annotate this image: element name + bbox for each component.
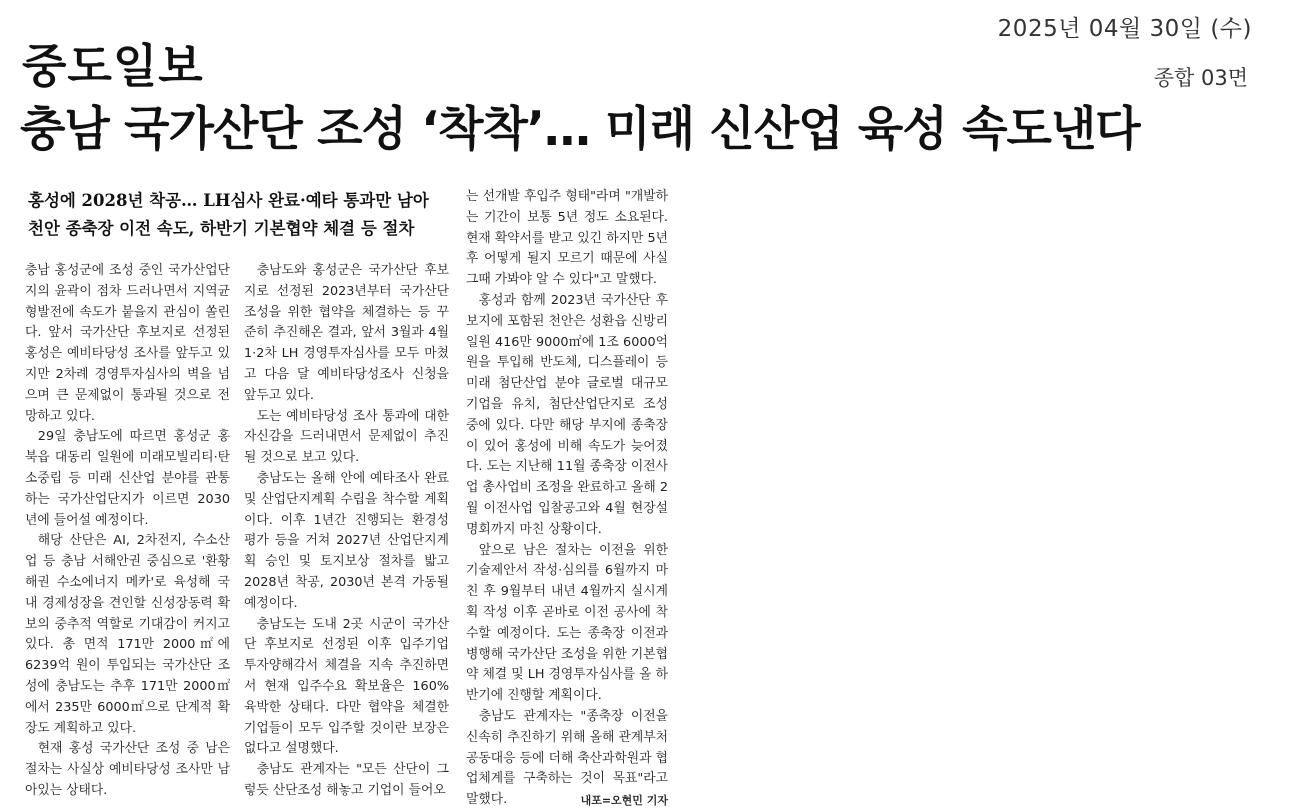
- paragraph: 충남도는 도내 2곳 시군이 국가산단 후보지로 선정된 이후 입주기업 투자양해각서 체결을 지속 추진하면서 현재 입주수요 확보율은 160% 육박한 상태다. 다만 협약을 체결한 기업들이 모두 입주할 것이란 보장은 없다고 설명했다.: [244, 616, 449, 757]
- article-byline: 내포=오현민 기자: [580, 793, 668, 807]
- article-headline: 충남 국가산단 조성 ‘착착’… 미래 신산업 육성 속도낸다: [20, 102, 1140, 157]
- subhead-2: 천안 종축장 이전 속도, 하반기 기본협약 체결 등 절차: [28, 219, 415, 238]
- paragraph: 29일 충남도에 따르면 홍성군 홍북읍 대동리 일원에 미래모빌리티·탄소중립 등 미래 신산업 분야를 관통하는 국가산업단지가 이르면 2030년에 들어설 예정이다.: [25, 429, 230, 528]
- paragraph: 홍성과 함께 2023년 국가산단 후보지에 포함된 천안은 성환읍 신방리 일원 416만 9000㎡에 1조 6000억 원을 투입해 반도체, 디스플레이 등 미래 첨단산업 분야 글로벌 대규모 기업을 유치, 첨단산업단지로 조성 중에 있다. 다만 해당 부지에 종축장이 있어 홍성에 비해 속도가 늦어졌다. 도는 지난해 11월 종축장 이전사업 총사업비 조정을 완료하고 올해 2월 이전사업 입찰공고와 4월 현장설명회까지 마친 상황이다.: [466, 292, 668, 537]
- subhead-1: 홍성에 2028년 착공… LH심사 완료·예타 통과만 남아: [28, 191, 429, 210]
- paragraph: 충남 홍성군에 조성 중인 국가산업단지의 윤곽이 점차 드러나면서 지역균형발전에 속도가 붙을지 관심이 쏠린다. 앞서 국가산단 후보지로 선정된 홍성은 예비타당성 조사를 앞두고 있지만 2차례 경영투자심사의 벽을 넘으며 큰 문제없이 통과될 것으로 전망하고 있다.: [25, 263, 230, 424]
- section-page: 종합 03면: [1153, 66, 1248, 90]
- paragraph: 앞으로 남은 절차는 이전을 위한 기술제안서 작성·심의를 6월까지 마친 후 9월부터 내년 4월까지 실시계획 작성 이후 곧바로 이전 공사에 착수할 예정이다. 도는 종축장 이전과 병행해 국가산단 조성을 위한 기본협약 체결 및 LH 경영투자심사를 올 하반기에 진행할 계획이다.: [466, 542, 668, 704]
- article-column-1: [25, 261, 230, 802]
- article-column-2: [244, 261, 449, 802]
- paragraph: 충남도 관계자는 "종축장 이전을 신속히 추진하기 위해 올해 관계부처 공동대응 등에 더해 축산과학원과 협업체계를 구축하는 것이 목표"라고 말했다.: [466, 708, 668, 808]
- paragraph: 충남도와 홍성군은 국가산단 후보지로 선정된 2023년부터 국가산단 조성을 위한 협약을 체결하는 등 꾸준히 추진해온 결과, 앞서 3월과 4월 1·2차 LH 경영투자심사를 모두 마쳤고 다음 달 예비타당성조사 신청을 앞두고 있다.: [244, 263, 449, 403]
- paragraph: 현재 홍성 국가산단 조성 중 남은 절차는 사실상 예비타당성 조사만 남아있는 상태다.: [25, 741, 230, 798]
- paragraph: 는 선개발 후입주 형태"라며 "개발하는 기간이 보통 5년 정도 소요된다. 현재 확약서를 받고 있긴 하지만 5년 후 어떻게 될지 모르기 때문에 사실 그때 가봐야 알 수 있다"고 말했다.: [466, 189, 668, 288]
- newspaper-masthead: 중도일보: [22, 39, 204, 93]
- paragraph: 충남도는 올해 안에 예타조사 완료 및 산업단지계획 수립을 착수할 계획이다. 이후 1년간 진행되는 환경성 평가 등을 거쳐 2027년 산업단지계획 승인 및 토지보상 절차를 밟고 2028년 착공, 2030년 본격 가동될 예정이다.: [244, 470, 449, 611]
- paragraph: 해당 산단은 AI, 2차전지, 수소산업 등 충남 서해안권 중심으로 '환황해권 수소에너지 메카'로 육성해 국내 경제성장을 견인할 신성장동력 확보의 중추적 역할로 기대감이 커지고 있다. 총 면적 171만 2000㎡에 6239억 원이 투입되는 국가산단 조성에 충남도는 추후 171만 2000㎡에서 235만 6000㎡으로 단계적 확장도 계획하고 있다.: [25, 533, 230, 736]
- article-column-3: [466, 187, 668, 812]
- paragraph: 충남도 관계자는 "모든 산단이 그렇듯 산단조성 해놓고 기업이 들어오: [244, 762, 449, 798]
- article-subheads: [28, 187, 448, 243]
- publication-date: 2025년 04월 30일 (수): [997, 16, 1252, 42]
- paragraph: 도는 예비타당성 조사 통과에 대한 자신감을 드러내면서 문제없이 추진될 것으로 보고 있다.: [244, 408, 449, 466]
